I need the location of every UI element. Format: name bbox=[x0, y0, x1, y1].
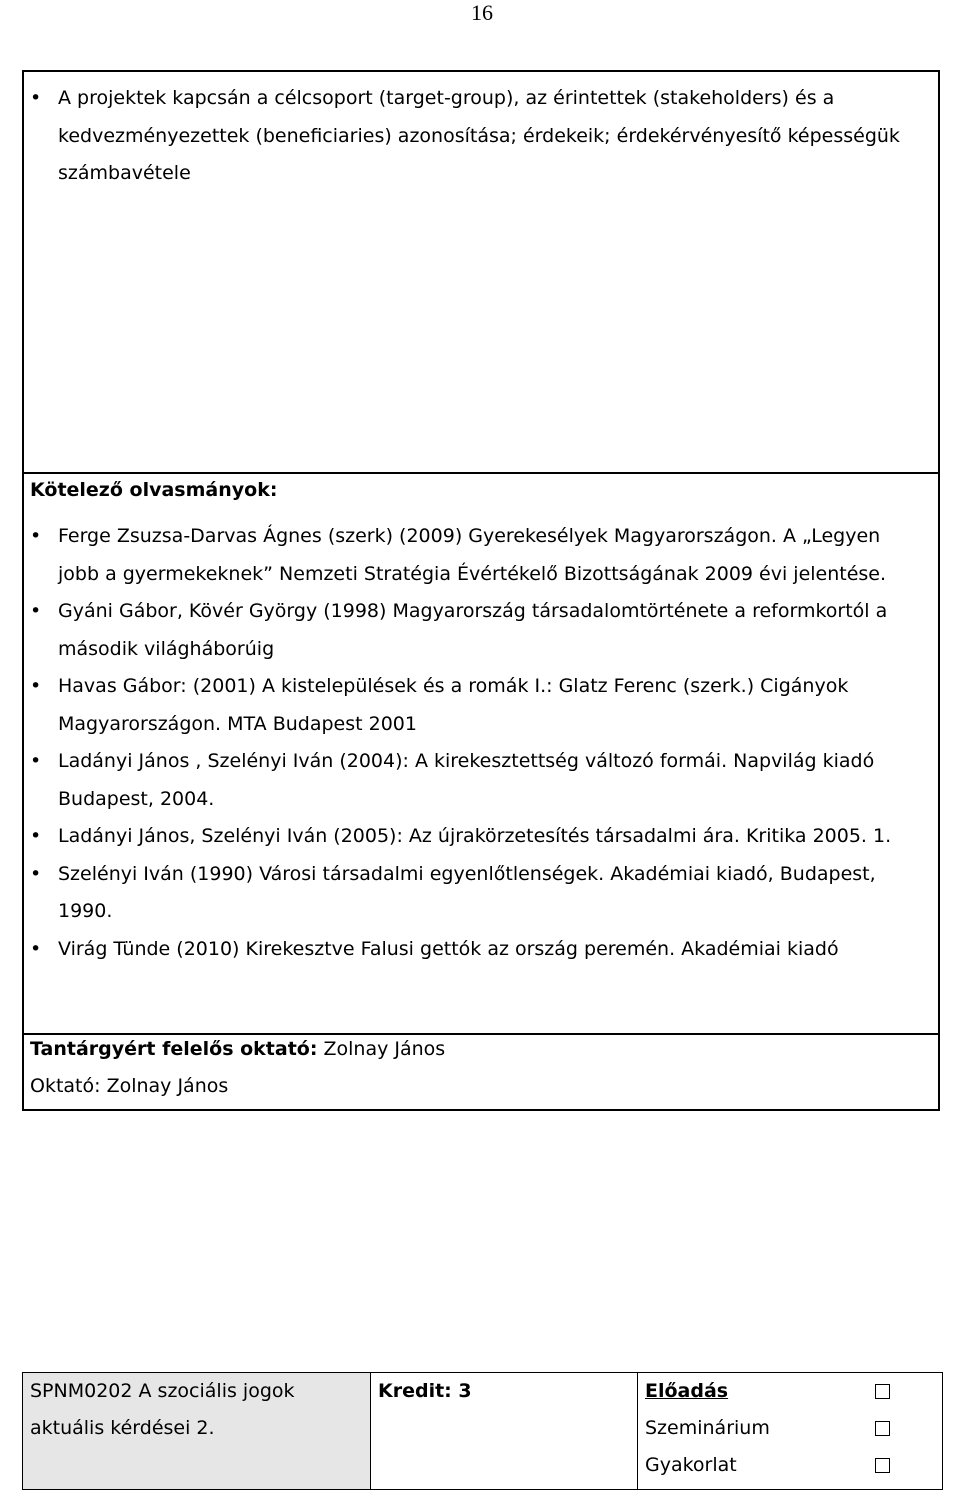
responsible-teacher-name: Zolnay János bbox=[323, 1038, 446, 1060]
reading-item: • Ladányi János , Szelényi Iván (2004): A kirekesztettség változó formái. Napvilág kiadó Budapest, 2004. bbox=[24, 743, 910, 818]
course-info-table bbox=[22, 1372, 943, 1490]
course-type-lecture: Előadás bbox=[645, 1380, 729, 1402]
seminar-checkbox[interactable] bbox=[875, 1421, 890, 1436]
credit-cell bbox=[371, 1373, 638, 1489]
reading-item: • Gyáni Gábor, Kövér György (1998) Magyarország társadalomtörténete a reformkortól a második világháborúig bbox=[24, 593, 910, 668]
page-number: 16 bbox=[471, 0, 493, 25]
topics-list bbox=[24, 80, 920, 193]
box-border bbox=[938, 70, 940, 474]
reading-item: • Ladányi János, Szelényi Iván (2005): Az újrakörzetesítés társadalmi ára. Kritika 2005. 1. bbox=[24, 818, 910, 856]
reading-item: • Ferge Zsuzsa-Darvas Ágnes (szerk) (2009) Gyerekesélyek Magyarországon. A „Legyen jobb a gyermekeknek” Nemzeti Stratégia Évértékelő Bizottságának 2009 évi jelentése. bbox=[24, 518, 910, 593]
teacher-line: Oktató: Zolnay János bbox=[30, 1075, 229, 1097]
readings-box bbox=[22, 472, 940, 1034]
lecture-checkbox[interactable] bbox=[875, 1384, 890, 1399]
reading-item: • Virág Tünde (2010) Kirekesztve Falusi gettók az ország peremén. Akadémiai kiadó bbox=[24, 931, 910, 969]
course-type-practice: Gyakorlat bbox=[645, 1454, 737, 1476]
reading-item: • Szelényi Iván (1990) Városi társadalmi egyenlőtlenségek. Akadémiai kiadó, Budapest, 1990. bbox=[24, 856, 910, 931]
practice-checkbox[interactable] bbox=[875, 1458, 890, 1473]
topics-box bbox=[22, 70, 940, 474]
readings-title: Kötelező olvasmányok: bbox=[30, 479, 278, 501]
teacher-box bbox=[22, 1033, 940, 1111]
course-type-seminar: Szeminárium bbox=[645, 1417, 770, 1439]
topic-item: • A projektek kapcsán a célcsoport (target-group), az érintettek (stakeholders) és a kedvezményezettek (beneficiaries) azonosítása; érdekeik; érdekérvényesítő képességük számbavétele bbox=[24, 80, 920, 193]
credit-label: Kredit: 3 bbox=[378, 1380, 472, 1402]
course-name-cell bbox=[23, 1373, 371, 1489]
course-code-title: SPNM0202 A szociális jogok bbox=[30, 1380, 295, 1402]
readings-list bbox=[24, 518, 910, 968]
responsible-teacher-line bbox=[30, 1031, 445, 1068]
responsible-teacher-label: Tantárgyért felelős oktató: bbox=[30, 1038, 318, 1060]
course-type-cell bbox=[638, 1373, 942, 1489]
reading-item: • Havas Gábor: (2001) A kistelepülések és a romák I.: Glatz Ferenc (szerk.) Cigányok Magyarországon. MTA Budapest 2001 bbox=[24, 668, 910, 743]
course-title-continued: aktuális kérdései 2. bbox=[30, 1417, 215, 1439]
